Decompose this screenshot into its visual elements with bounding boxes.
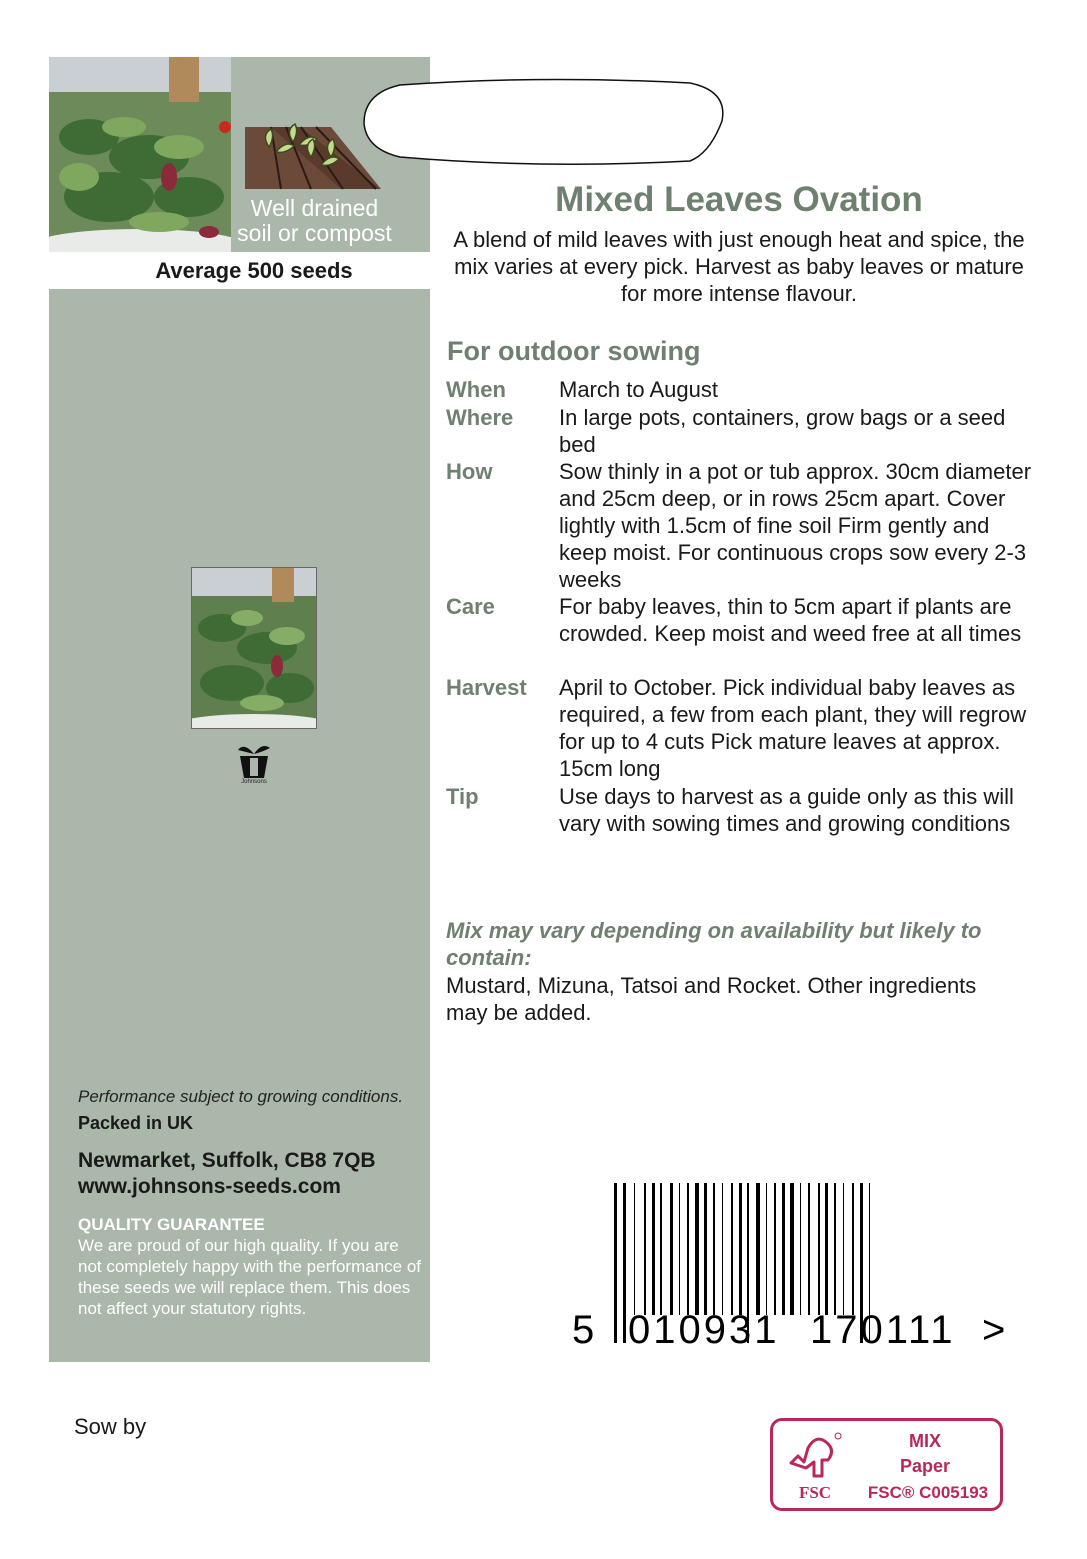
barcode-bar — [634, 1183, 635, 1315]
mix-heading: Mix may vary depending on availability but likely to contain: — [446, 918, 982, 970]
barcode-group-right: 170111 — [810, 1308, 956, 1348]
row-label: Tip — [446, 784, 479, 809]
row-label: Harvest — [446, 675, 527, 700]
quality-guarantee — [78, 1214, 423, 1319]
fsc-mix: MIX — [908, 1431, 941, 1451]
row-text: For baby leaves, thin to 5cm apart if plants are crowded. Keep moist and weed free at all times — [559, 594, 1022, 646]
guarantee-title: QUALITY GUARANTEE — [78, 1215, 265, 1234]
salad-thumbnail — [191, 567, 317, 729]
barcode-bar — [818, 1183, 820, 1315]
website: www.johnsons-seeds.com — [78, 1175, 341, 1198]
row-label: Where — [446, 405, 514, 430]
barcode-bar — [614, 1183, 617, 1343]
address-line: Newmarket, Suffolk, CB8 7QB — [78, 1149, 376, 1172]
barcode-bar — [808, 1183, 810, 1315]
barcode-bar — [652, 1183, 655, 1315]
barcode-bar — [731, 1183, 733, 1315]
hanger-hole — [360, 73, 730, 173]
barcode-bar — [687, 1183, 689, 1315]
soil-caption-line1: Well drained — [250, 195, 379, 221]
performance-note: Performance subject to growing conditions. — [78, 1087, 404, 1106]
barcode-bar — [782, 1183, 785, 1315]
barcode-group-left: 010931 — [628, 1308, 780, 1348]
salad-photo — [49, 57, 231, 252]
barcode-bar — [722, 1183, 723, 1315]
barcode-bar — [713, 1183, 715, 1315]
row-label: How — [446, 459, 493, 484]
sow-by-label: Sow by — [74, 1414, 147, 1439]
seed-count: Average 500 seeds — [155, 258, 353, 283]
barcode-bar — [766, 1183, 767, 1315]
product-description: A blend of mild leaves with just enough heat and spice, the mix varies at every pick. Harvest as baby leaves or mature for more intense flavour. — [453, 227, 1025, 306]
barcode-end-mark: > — [982, 1308, 1006, 1348]
barcode — [570, 1183, 1015, 1348]
barcode-bar — [825, 1183, 828, 1315]
barcode-bar — [834, 1183, 836, 1315]
barcode-bar — [843, 1183, 844, 1315]
sowing-heading: For outdoor sowing — [447, 336, 701, 366]
barcode-bar — [774, 1183, 776, 1315]
guarantee-text: We are proud of our high quality. If you are not completely happy with the performance of these seeds we will replace them. This does not affect your statutory rights. — [78, 1236, 422, 1318]
packed-in: Packed in UK — [78, 1113, 194, 1133]
barcode-bar — [695, 1183, 699, 1315]
fsc-code: FSC® C005193 — [867, 1483, 989, 1502]
row-text: Use days to harvest as a guide only as this will vary with sowing times and growing conditions — [559, 784, 1014, 836]
row-text: March to August — [559, 377, 718, 402]
barcode-bar — [679, 1183, 680, 1315]
barcode-bar — [644, 1183, 646, 1315]
fsc-label: FSC — [798, 1483, 832, 1502]
barcode-bar — [670, 1183, 673, 1315]
row-text: In large pots, containers, grow bags or a seed bed — [559, 405, 1006, 457]
barcode-bar — [756, 1183, 760, 1315]
barcode-bar — [800, 1183, 801, 1315]
row-label: Care — [446, 594, 495, 619]
barcode-first-digit: 5 — [572, 1308, 595, 1348]
barcode-bar — [739, 1183, 742, 1315]
barcode-bar — [790, 1183, 794, 1315]
barcode-bar — [704, 1183, 707, 1315]
row-text: Sow thinly in a pot or tub approx. 30cm diameter and 25cm deep, or in rows 25cm apart. Cover lightly with 1.5cm of fine soil Firm gently and keep moist. For continuous crops sow every 2-3 weeks — [559, 459, 1032, 592]
barcode-bar — [623, 1183, 626, 1343]
soil-caption — [231, 196, 398, 246]
row-label: When — [446, 377, 506, 402]
company-address — [78, 1148, 376, 1200]
fsc-paper: Paper — [899, 1456, 951, 1476]
row-text: April to October. Pick individual baby leaves as required, a few from each plant, they will regrow for up to 4 cuts Pick mature leaves at approx. 15cm long — [559, 675, 1027, 781]
fsc-tree-icon — [786, 1428, 846, 1478]
mix-contents: Mustard, Mizuna, Tatsoi and Rocket. Other ingredients may be added. — [446, 973, 977, 1025]
soil-caption-line2: soil or compost — [237, 220, 392, 246]
logo-wordmark: Johnsons — [241, 779, 267, 785]
barcode-bar — [660, 1183, 662, 1315]
product-title: Mixed Leaves Ovation — [555, 180, 923, 219]
barcode-bar — [852, 1183, 854, 1315]
